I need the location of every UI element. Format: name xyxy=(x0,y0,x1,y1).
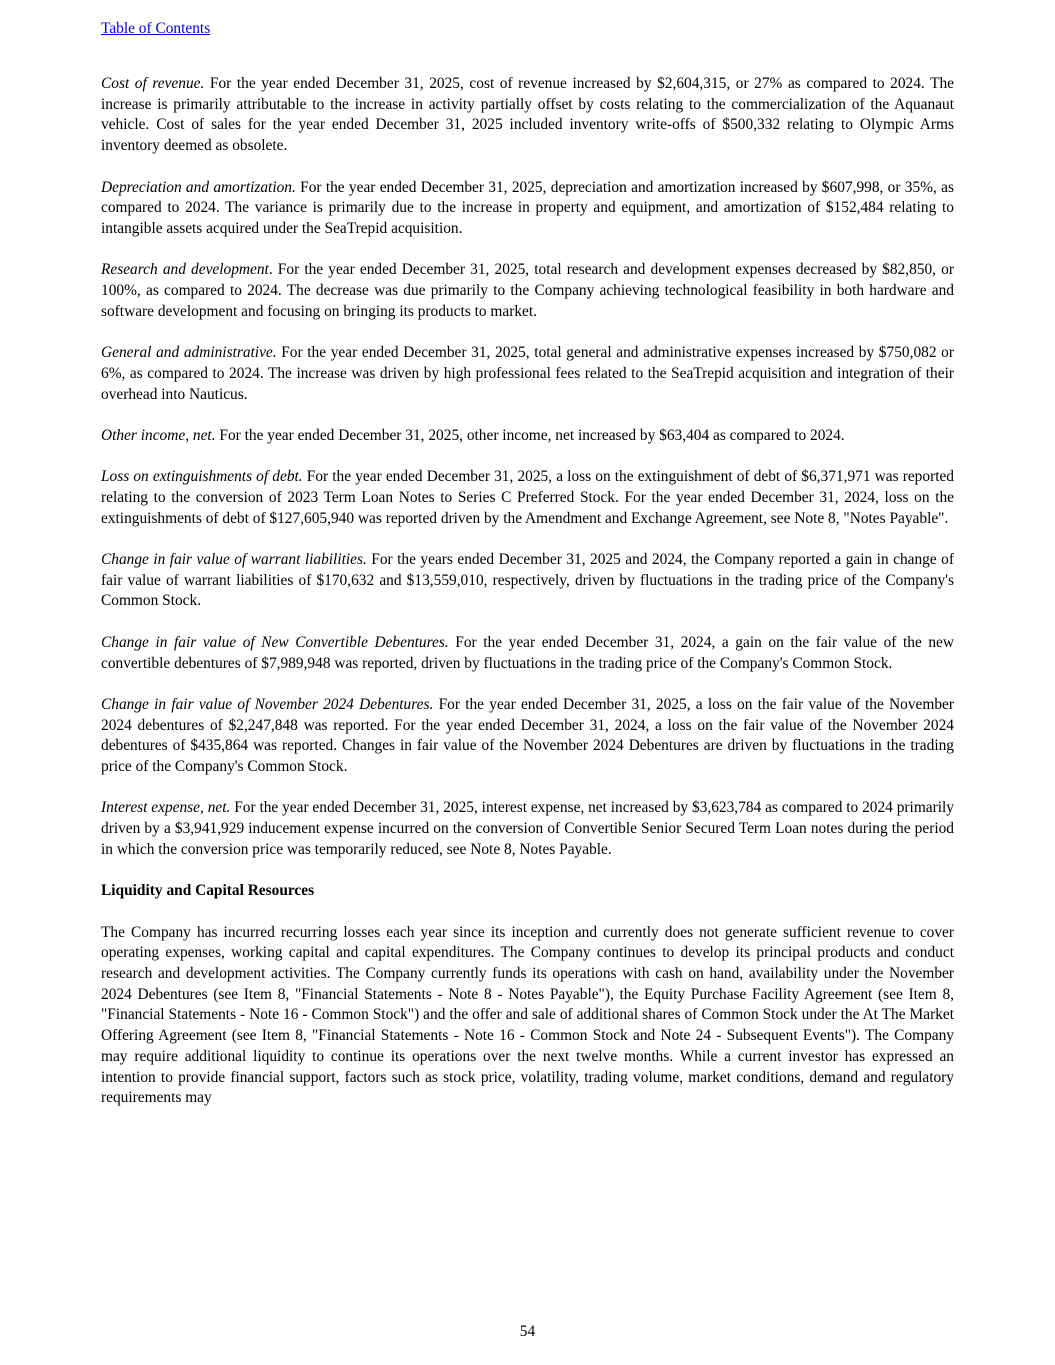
paragraph-text: For the year ended December 31, 2025, total general and administrative expenses increased by $750,082 or 6%, as compared to 2024. The increase was driven by high professional fees related to the SeaTrepid acquisition and integration of their overhead into Nauticus. xyxy=(101,344,954,403)
paragraph-cost-of-revenue xyxy=(101,74,954,157)
paragraph-text: For the year ended December 31, 2025, other income, net increased by $63,404 as compared to 2024. xyxy=(215,426,845,444)
paragraph-text: For the year ended December 31, 2025, cost of revenue increased by $2,604,315, or 27% as compared to 2024. The increase is primarily attributable to the increase in activity partially offset by costs relating to the commercialization of the Aquanaut vehicle. Cost of sales for the year ended December 31, 2025 included inventory write-offs of $500,332 relating to Olympic Arms inventory deemed as obsolete. xyxy=(101,75,954,155)
paragraph-research-development xyxy=(101,260,954,322)
paragraph-text: For the year ended December 31, 2025, interest expense, net increased by $3,623,784 as compared to 2024 primarily driven by a $3,941,929 inducement expense incurred on the conversion of Convertible Senior Secured Term Loan notes during the period in which the conversion price was temporarily reduced, see Note 8, Notes Payable. xyxy=(101,799,954,858)
section-heading-liquidity: Liquidity and Capital Resources xyxy=(101,882,315,900)
table-of-contents-link[interactable]: Table of Contents xyxy=(101,20,211,37)
paragraph-general-administrative xyxy=(101,343,954,405)
paragraph-text: For the year ended December 31, 2024, a gain on the fair value of the new convertible debentures of $7,989,948 was reported, driven by fluctuations in the trading price of the Company's Common Stock. xyxy=(101,633,955,672)
paragraph-new-convertible-debentures xyxy=(101,633,954,674)
paragraph-depreciation xyxy=(101,178,954,240)
paragraph-lead: Other income, net. xyxy=(101,426,216,444)
paragraph-lead: Cost of revenue. xyxy=(101,75,205,92)
paragraph-lead: Change in fair value of November 2024 Debentures. xyxy=(101,695,434,713)
paragraph-text: For the year ended December 31, 2025, depreciation and amortization increased by $607,998, or 35%, as compared to 2024. The variance is primarily due to the increase in property and equipment, and amortization of $152,484 relating to intangible assets acquired under the SeaTrepid acquisition. xyxy=(101,178,954,237)
paragraph-lead: Loss on extinguishments of debt. xyxy=(101,468,303,486)
paragraph-interest-expense xyxy=(101,798,954,860)
paragraph-text: . For the year ended December 31, 2025, total research and development expenses decreased by $82,850, or 100%, as compared to 2024. The decrease was due primarily to the Company achieving technological feasibility in both hardware and software development and focusing on bringing its products to market. xyxy=(101,261,954,320)
paragraph-lead: Change in fair value of New Convertible Debentures. xyxy=(101,633,449,651)
paragraph-text: For the year ended December 31, 2025, a loss on the extinguishment of debt of $6,371,971 was reported relating to the conversion of 2023 Term Loan Notes to Series C Preferred Stock. For the year ended December 31, 2024, loss on the extinguishments of debt of $127,605,940 was reported driven by the Amendment and Exchange Agreement, see Note 8, "Notes Payable". xyxy=(101,468,955,527)
paragraph-text: For the year ended December 31, 2025, a loss on the fair value of the November 2024 debentures of $2,247,848 was reported. For the year ended December 31, 2024, a loss on the fair value of the November 2024 debentures of $435,864 was reported. Changes in fair value of the November 2024 Debentures are driven by fluctuations in the trading price of the Company's Common Stock. xyxy=(101,695,954,776)
page-number: 54 xyxy=(519,1323,536,1340)
paragraph-text: For the years ended December 31, 2025 and 2024, the Company reported a gain in change of fair value of warrant liabilities of $170,632 and $13,559,010, respectively, driven by fluctuations in the trading price of the Company's Common Stock. xyxy=(101,551,954,610)
paragraph-lead: Interest expense, net. xyxy=(101,799,231,817)
paragraph-other-income xyxy=(101,426,954,447)
paragraph-lead: General and administrative. xyxy=(101,344,277,362)
paragraph-lead: Change in fair value of warrant liabilities. xyxy=(101,551,367,569)
paragraph-loss-extinguishment xyxy=(101,467,954,529)
document-body xyxy=(101,74,954,1130)
paragraph-lead: Research and development xyxy=(101,261,269,279)
paragraph-liquidity: The Company has incurred recurring losses each year since its inception and currently does not generate sufficient revenue to cover operating expenses, working capital and capital expenditures. The Company continues to develop its principal products and conduct research and development activities. The Company currently funds its operations with cash on hand, availability under the November 2024 Debentures (see Item 8, "Financial Statements - Note 8 - Notes Payable"), the Equity Purchase Facility Agreement (see Item 8, "Financial Statements - Note 16 - Common Stock") and the offer and sale of additional shares of Common Stock under the At The Market Offering Agreement (see Item 8, "Financial Statements - Note 16 - Common Stock and Note 24 - Subsequent Events"). The Company may require additional liquidity to continue its operations over the next twelve months. While a current investor has expressed an intention to provide financial support, factors such as stock price, volatility, trading volume, market conditions, demand and regulatory requirements may xyxy=(101,923,954,1107)
paragraph-november-2024-debentures xyxy=(101,695,954,778)
paragraph-lead: Depreciation and amortization. xyxy=(101,178,296,196)
paragraph-warrant-liabilities xyxy=(101,550,954,612)
